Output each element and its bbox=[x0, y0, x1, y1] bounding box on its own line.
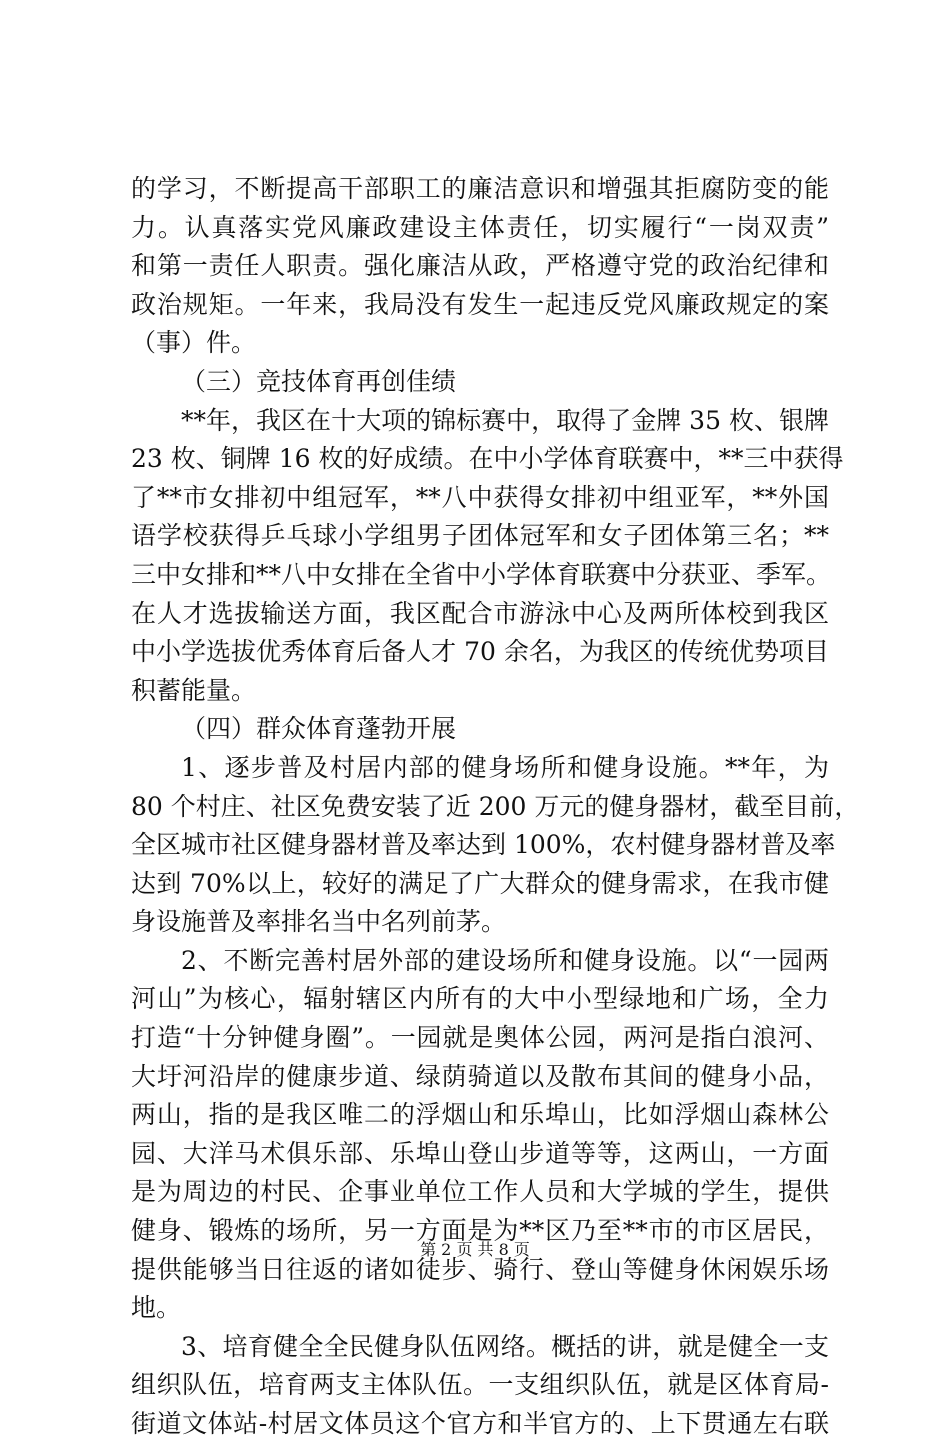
text-line: （四）群众体育蓬勃开展 bbox=[181, 714, 457, 744]
text-line: 健身、锻炼的场所，另一方面是为**区乃至**市的市区居民， bbox=[131, 1216, 829, 1246]
text-line: 是为周边的村民、企事业单位工作人员和大学城的学生，提供 bbox=[131, 1177, 829, 1207]
text-line: 地。 bbox=[131, 1293, 182, 1323]
text-line: 积蓄能量。 bbox=[131, 675, 257, 705]
text-line: 大圩河沿岸的健康步道、绿荫骑道以及散布其间的健身小品， bbox=[131, 1061, 829, 1091]
text-line: 全区城市社区健身器材普及率达到 100%，农村健身器材普及率 bbox=[131, 830, 836, 860]
text-line: （事）件。 bbox=[131, 328, 257, 358]
text-line: 两山，指的是我区唯二的浮烟山和乐埠山，比如浮烟山森林公 bbox=[131, 1100, 829, 1130]
text-line: 了**市女排初中组冠军，**八中获得女排初中组亚军，**外国 bbox=[131, 482, 829, 512]
text-line: 和第一责任人职责。强化廉洁从政，严格遵守党的政治纪律和 bbox=[131, 251, 829, 281]
text-line: 河山”为核心，辐射辖区内所有的大中小型绿地和广场，全力 bbox=[131, 984, 829, 1014]
text-line: 达到 70%以上，较好的满足了广大群众的健身需求，在我市健 bbox=[131, 868, 829, 898]
text-line: 3、培育健全全民健身队伍网络。概括的讲，就是健全一支 bbox=[181, 1331, 829, 1361]
text-line: 组织队伍，培育两支主体队伍。一支组织队伍，就是区体育局- bbox=[131, 1370, 829, 1400]
text-line: 1、逐步普及村居内部的健身场所和健身设施。**年，为 bbox=[181, 752, 829, 782]
text-line: 中小学选拔优秀体育后备人才 70 余名，为我区的传统优势项目 bbox=[131, 637, 829, 667]
text-line: 三中女排和**八中女排在全省中小学体育联赛中分获亚、季军。 bbox=[131, 559, 832, 589]
text-line: **年，我区在十大项的锦标赛中，取得了金牌 35 枚、银牌 bbox=[181, 405, 829, 435]
text-line: 身设施普及率排名当中名列前茅。 bbox=[131, 907, 507, 937]
text-line: 打造“十分钟健身圈”。一园就是奥体公园，两河是指白浪河、 bbox=[131, 1023, 829, 1053]
text-line: 语学校获得乒乓球小学组男子团体冠军和女子团体第三名；** bbox=[131, 521, 829, 551]
text-line: 政治规矩。一年来，我局没有发生一起违反党风廉政规定的案 bbox=[131, 289, 829, 319]
text-line: 在人才选拔输送方面，我区配合市游泳中心及两所体校到我区 bbox=[131, 598, 829, 628]
text-line: （三）竞技体育再创佳绩 bbox=[181, 366, 457, 396]
text-line: 23 枚、铜牌 16 枚的好成绩。在中小学体育联赛中，**三中获得 bbox=[131, 444, 844, 474]
page-footer: 第 2 页 共 8 页 bbox=[420, 1240, 530, 1259]
text-line: 2、不断完善村居外部的建设场所和健身设施。以“一园两 bbox=[181, 945, 829, 975]
text-line: 力。认真落实党风廉政建设主体责任，切实履行“一岗双责” bbox=[131, 212, 829, 242]
text-line: 园、大洋马术俱乐部、乐埠山登山步道等等，这两山，一方面 bbox=[131, 1138, 829, 1168]
text-line: 的学习，不断提高干部职工的廉洁意识和增强其拒腐防变的能 bbox=[131, 174, 829, 203]
text-line: 提供能够当日往返的诸如徒步、骑行、登山等健身休闲娱乐场 bbox=[131, 1254, 829, 1284]
text-line: 街道文体站-村居文体员这个官方和半官方的、上下贯通左右联 bbox=[131, 1409, 829, 1438]
text-line: 80 个村庄、社区免费安装了近 200 万元的健身器材，截至目前， bbox=[131, 791, 860, 821]
